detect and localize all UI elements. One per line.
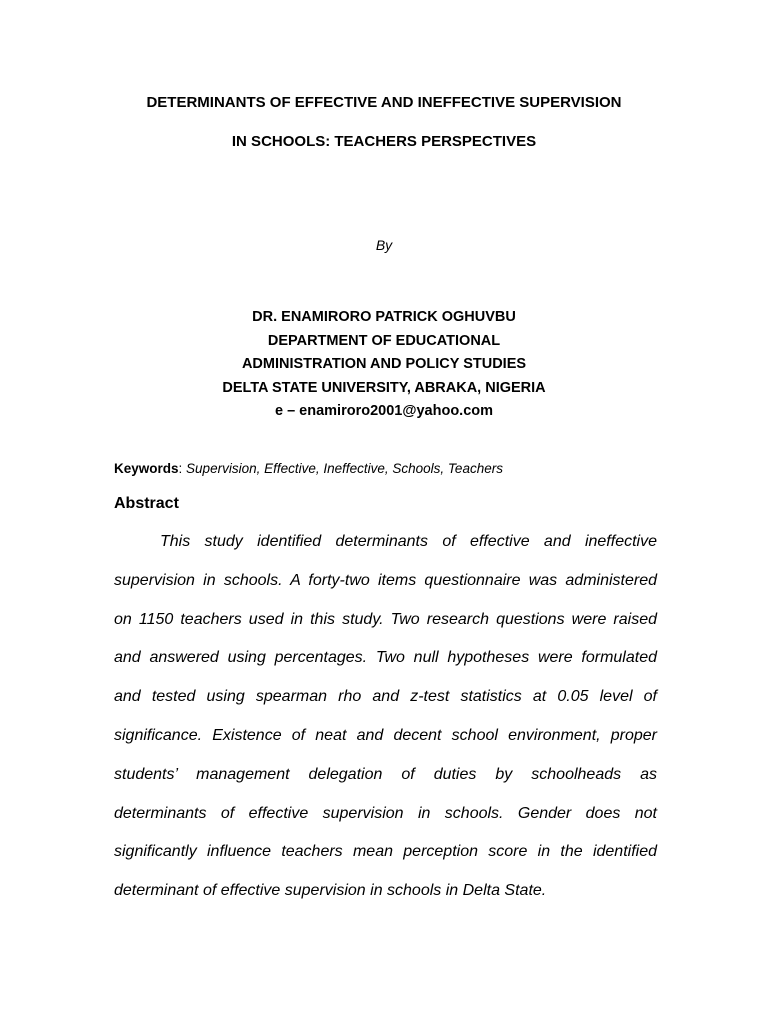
abstract-line: determinant of effective supervision in schools in Delta State.	[114, 882, 547, 900]
abstract-body	[114, 531, 657, 919]
title-line-1: DETERMINANTS OF EFFECTIVE AND INEFFECTIVE SUPERVISION	[146, 94, 622, 111]
abstract-line: students’ management delegation of duties by schoolheads as	[114, 765, 657, 783]
keywords-separator: :	[178, 461, 187, 476]
abstract-line: and answered using percentages. Two null hypotheses were formulated	[114, 649, 657, 667]
title-line-2: IN SCHOOLS: TEACHERS PERSPECTIVES	[231, 133, 537, 150]
abstract-line: supervision in schools. A forty-two items questionnaire was administered	[114, 571, 657, 589]
author-email: e – enamiroro2001@yahoo.com	[274, 403, 494, 419]
keywords-label: Keywords	[114, 461, 179, 476]
author-block	[0, 306, 768, 424]
abstract-line: and tested using spearman rho and z-test statistics at 0.05 level of	[114, 688, 657, 706]
abstract-line: on 1150 teachers used in this study. Two research questions were raised	[114, 610, 657, 628]
keywords-list: Supervision, Effective, Ineffective, Schools, Teachers	[186, 461, 503, 476]
keywords	[114, 461, 503, 476]
author-name: DR. ENAMIRORO PATRICK OGHUVBU	[252, 309, 516, 325]
author-department-line-1: DEPARTMENT OF EDUCATIONAL	[267, 332, 501, 349]
abstract-heading: Abstract	[114, 495, 179, 512]
author-university: DELTA STATE UNIVERSITY, ABRAKA, NIGERIA	[222, 379, 546, 396]
author-department-line-2: ADMINISTRATION AND POLICY STUDIES	[241, 356, 527, 372]
byline: By	[375, 237, 393, 253]
abstract-line: significantly influence teachers mean perception score in the identified	[114, 843, 657, 861]
abstract-line: This study identified determinants of effective and ineffective	[160, 533, 657, 550]
abstract-line: determinants of effective supervision in schools. Gender does not	[114, 804, 657, 822]
abstract-line: significance. Existence of neat and decent school environment, proper	[114, 726, 657, 744]
